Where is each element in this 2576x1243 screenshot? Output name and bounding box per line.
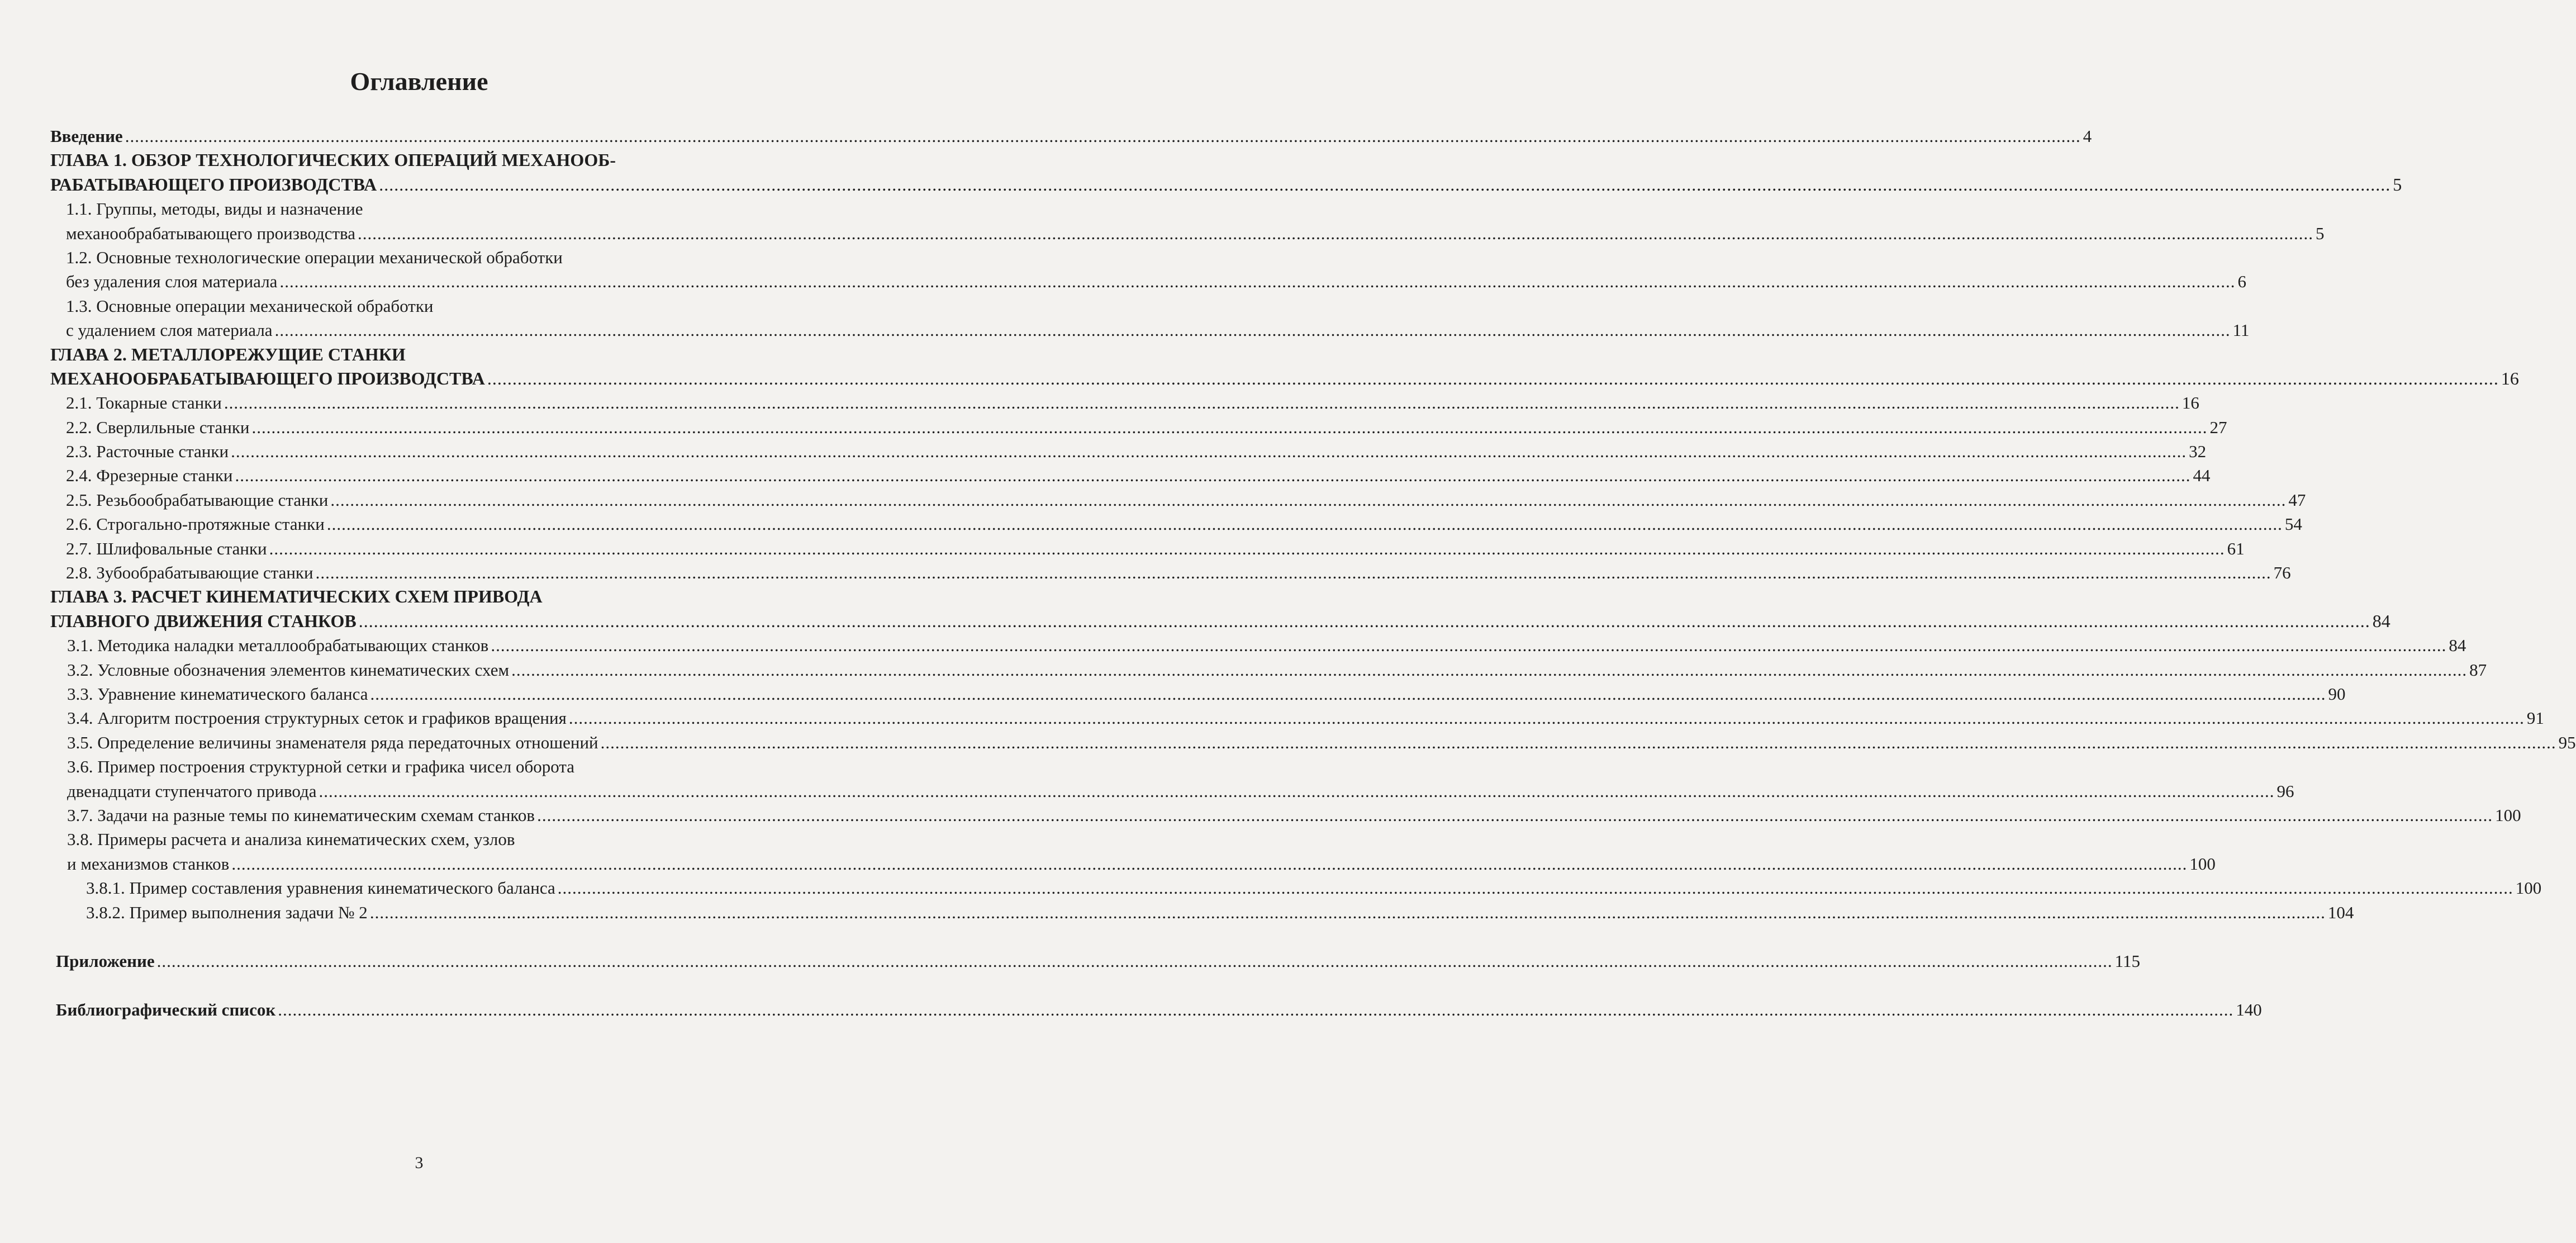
toc-dot-leader: ................................................................................................................................................................................................................................................................................................................................................................................................................	[326, 514, 2283, 534]
toc-entry	[50, 197, 783, 221]
toc-dot-leader: ................................................................................................................................................................................................................................................................................................................................................................................................................	[370, 684, 2326, 704]
toc-entry-label: механообрабатывающего производства	[66, 223, 356, 243]
toc-page-number: 16	[2181, 393, 2199, 413]
toc-dot-leader: ................................................................................................................................................................................................................................................................................................................................................................................................................	[379, 174, 2391, 194]
toc-page-number: 87	[2469, 660, 2487, 680]
toc-page-number: 84	[2372, 610, 2390, 631]
toc-dot-leader: ................................................................................................................................................................................................................................................................................................................................................................................................................	[369, 902, 2326, 922]
toc-dot-leader: ................................................................................................................................................................................................................................................................................................................................................................................................................	[269, 538, 2225, 558]
toc-entry-label: Приложение	[56, 951, 155, 971]
toc-dot-leader: ................................................................................................................................................................................................................................................................................................................................................................................................................	[235, 466, 2191, 486]
toc-entry-label: 3.6. Пример построения структурной сетки и графика чисел оборота	[67, 757, 575, 777]
toc-dot-leader: ................................................................................................................................................................................................................................................................................................................................................................................................................	[600, 732, 2556, 752]
toc-entry	[50, 706, 2544, 730]
toc-page-number: 91	[2526, 708, 2544, 728]
toc-dot-leader: ................................................................................................................................................................................................................................................................................................................................................................................................................	[231, 442, 2187, 462]
toc-dot-leader: ................................................................................................................................................................................................................................................................................................................................................................................................................	[231, 853, 2188, 874]
toc-dot-leader: ................................................................................................................................................................................................................................................................................................................................................................................................................	[491, 635, 2447, 656]
toc-entry	[50, 537, 2245, 561]
toc-entry	[50, 900, 2354, 924]
toc-dot-leader: ................................................................................................................................................................................................................................................................................................................................................................................................................	[125, 126, 2081, 146]
toc-entry-label: Библиографический список	[56, 1000, 276, 1020]
toc-entry	[50, 827, 783, 851]
toc-entry-label: 2.4. Фрезерные станки	[66, 466, 233, 486]
toc-entry-label: 3.7. Задачи на разные темы по кинематическим схемам станков	[67, 805, 535, 825]
toc-dot-leader: ................................................................................................................................................................................................................................................................................................................................................................................................................	[330, 490, 2287, 510]
toc-entry-label: 3.8.1. Пример составления уравнения кинематического баланса	[86, 878, 555, 898]
toc-page-number: 5	[2393, 174, 2402, 194]
toc-page-number: 140	[2236, 1000, 2262, 1020]
page-title: Оглавление	[350, 67, 488, 96]
toc-entry-label: 2.8. Зубообрабатывающие станки	[66, 563, 313, 583]
toc-page-number: 84	[2449, 635, 2466, 656]
toc-dot-leader: ................................................................................................................................................................................................................................................................................................................................................................................................................	[358, 610, 2370, 631]
toc-chapter-line	[50, 343, 783, 367]
page-number: 3	[415, 1154, 424, 1172]
toc-dot-leader: ................................................................................................................................................................................................................................................................................................................................................................................................................	[358, 223, 2314, 243]
toc-dot-leader: ................................................................................................................................................................................................................................................................................................................................................................................................................	[278, 1000, 2234, 1020]
toc-entry-label: и механизмов станков	[67, 853, 230, 874]
toc-entry-label: с удалением слоя материала	[66, 320, 273, 340]
toc-entry	[50, 269, 2246, 293]
toc-dot-leader: ................................................................................................................................................................................................................................................................................................................................................................................................................	[537, 805, 2493, 825]
toc-entry	[50, 779, 2294, 803]
toc-entry	[50, 852, 2216, 876]
toc-entry	[50, 949, 2141, 973]
toc-entry-label: 3.2. Условные обозначения элементов кинематических схем	[67, 660, 510, 680]
toc-entry	[50, 245, 783, 269]
toc-page-number: 11	[2232, 320, 2250, 340]
toc-dot-leader: ................................................................................................................................................................................................................................................................................................................................................................................................................	[557, 878, 2513, 898]
toc-entry-label: МЕХАНООБРАБАТЫВАЮЩЕГО ПРОИЗВОДСТВА	[50, 368, 485, 388]
toc-chapter-line	[50, 609, 2390, 633]
toc-entry	[50, 998, 2262, 1022]
toc-entry-label: 2.7. Шлифовальные станки	[66, 538, 267, 558]
toc-entry	[50, 755, 783, 779]
toc-page-number: 16	[2501, 368, 2519, 388]
toc-page-number: 100	[2495, 805, 2521, 825]
toc-chapter-line	[50, 367, 2519, 391]
toc-entry-label: 2.3. Расточные станки	[66, 442, 229, 462]
toc-page-number: 47	[2288, 490, 2306, 510]
toc-entry-label: ГЛАВА 2. МЕТАЛЛОРЕЖУЩИЕ СТАНКИ	[50, 344, 406, 364]
toc-dot-leader: ................................................................................................................................................................................................................................................................................................................................................................................................................	[251, 417, 2208, 437]
toc-entry	[50, 415, 2227, 439]
toc-entry-label: 3.3. Уравнение кинематического баланса	[67, 684, 368, 704]
toc-dot-leader: ................................................................................................................................................................................................................................................................................................................................................................................................................	[274, 320, 2231, 340]
toc-page-number: 90	[2328, 684, 2346, 704]
toc-entry-label: двенадцати ступенчатого привода	[67, 781, 317, 801]
toc-chapter-line	[50, 173, 2402, 197]
toc-entry-label: 1.2. Основные технологические операции механической обработки	[66, 247, 563, 267]
toc-dot-leader: ................................................................................................................................................................................................................................................................................................................................................................................................................	[487, 368, 2499, 388]
toc-dot-leader: ................................................................................................................................................................................................................................................................................................................................................................................................................	[156, 951, 2113, 971]
table-of-contents	[50, 124, 2576, 1022]
toc-dot-leader: ................................................................................................................................................................................................................................................................................................................................................................................................................	[224, 393, 2180, 413]
toc-page-number: 104	[2327, 902, 2354, 922]
toc-page-number: 115	[2114, 951, 2141, 971]
toc-entry	[50, 488, 2306, 512]
toc-page-number: 44	[2193, 466, 2211, 486]
toc-entry	[50, 876, 2542, 900]
toc-dot-leader: ................................................................................................................................................................................................................................................................................................................................................................................................................	[315, 563, 2271, 583]
toc-page-number: 54	[2284, 514, 2302, 534]
toc-entry-label: 3.4. Алгоритм построения структурных сеток и графиков вращения	[67, 708, 567, 728]
toc-entry-label: без удаления слоя материала	[66, 272, 278, 292]
toc-entry-label: 3.5. Определение величины знаменателя ряда передаточных отношений	[67, 732, 598, 752]
toc-entry	[50, 294, 783, 318]
toc-entry-label: 2.1. Токарные станки	[66, 393, 222, 413]
toc-page-number: 5	[2316, 223, 2325, 243]
toc-entry-label: 1.3. Основные операции механической обработки	[66, 296, 434, 316]
toc-entry	[50, 658, 2487, 682]
toc-chapter-line	[50, 585, 783, 609]
toc-entry	[50, 221, 2325, 245]
toc-entry	[50, 463, 2211, 487]
toc-page-number: 4	[2083, 126, 2092, 146]
toc-entry-label: 3.8. Примеры расчета и анализа кинематических схем, узлов	[67, 829, 515, 850]
toc-page-number: 100	[2189, 853, 2216, 874]
toc-entry	[50, 439, 2207, 463]
toc-page-number: 76	[2273, 563, 2291, 583]
toc-gap	[50, 924, 783, 949]
toc-entry-label: 2.6. Строгально-протяжные станки	[66, 514, 325, 534]
toc-gap	[50, 973, 783, 998]
toc-entry	[50, 124, 2092, 148]
toc-dot-leader: ................................................................................................................................................................................................................................................................................................................................................................................................................	[511, 660, 2468, 680]
toc-entry	[50, 730, 2576, 755]
toc-page-number: 95	[2558, 732, 2576, 752]
toc-entry-label: 3.8.2. Пример выполнения задачи № 2	[86, 902, 368, 922]
toc-dot-leader: ................................................................................................................................................................................................................................................................................................................................................................................................................	[568, 708, 2525, 728]
toc-entry-label: ГЛАВА 3. РАСЧЕТ КИНЕМАТИЧЕСКИХ СХЕМ ПРИВОДА	[50, 586, 543, 607]
toc-entry-label: РАБАТЫВАЮЩЕГО ПРОИЗВОДСТВА	[50, 174, 377, 194]
toc-page-number: 61	[2227, 538, 2245, 558]
toc-entry-label: 1.1. Группы, методы, виды и назначение	[66, 199, 363, 219]
toc-entry-label: Введение	[50, 126, 123, 146]
toc-page-number: 6	[2237, 272, 2246, 292]
toc-entry	[50, 391, 2199, 415]
toc-entry-label: ГЛАВНОГО ДВИЖЕНИЯ СТАНКОВ	[50, 610, 357, 631]
toc-entry	[50, 512, 2302, 536]
toc-entry	[50, 803, 2521, 827]
toc-entry	[50, 633, 2466, 657]
toc-entry-label: 2.5. Резьбообрабатывающие станки	[66, 490, 329, 510]
toc-entry-label: 2.2. Сверлильные станки	[66, 417, 250, 437]
toc-chapter-line	[50, 148, 783, 172]
toc-entry	[50, 561, 2291, 585]
toc-dot-leader: ................................................................................................................................................................................................................................................................................................................................................................................................................	[279, 272, 2236, 292]
toc-dot-leader: ................................................................................................................................................................................................................................................................................................................................................................................................................	[319, 781, 2275, 801]
toc-page-number: 96	[2276, 781, 2294, 801]
toc-entry	[50, 318, 2250, 342]
toc-page-number: 27	[2209, 417, 2227, 437]
toc-page-number: 32	[2189, 442, 2207, 462]
toc-entry	[50, 682, 2346, 706]
toc-page-number: 100	[2515, 878, 2542, 898]
toc-entry-label: 3.1. Методика наладки металлообрабатывающих станков	[67, 635, 489, 656]
toc-entry-label: ГЛАВА 1. ОБЗОР ТЕХНОЛОГИЧЕСКИХ ОПЕРАЦИЙ МЕХАНООБ-	[50, 150, 616, 170]
